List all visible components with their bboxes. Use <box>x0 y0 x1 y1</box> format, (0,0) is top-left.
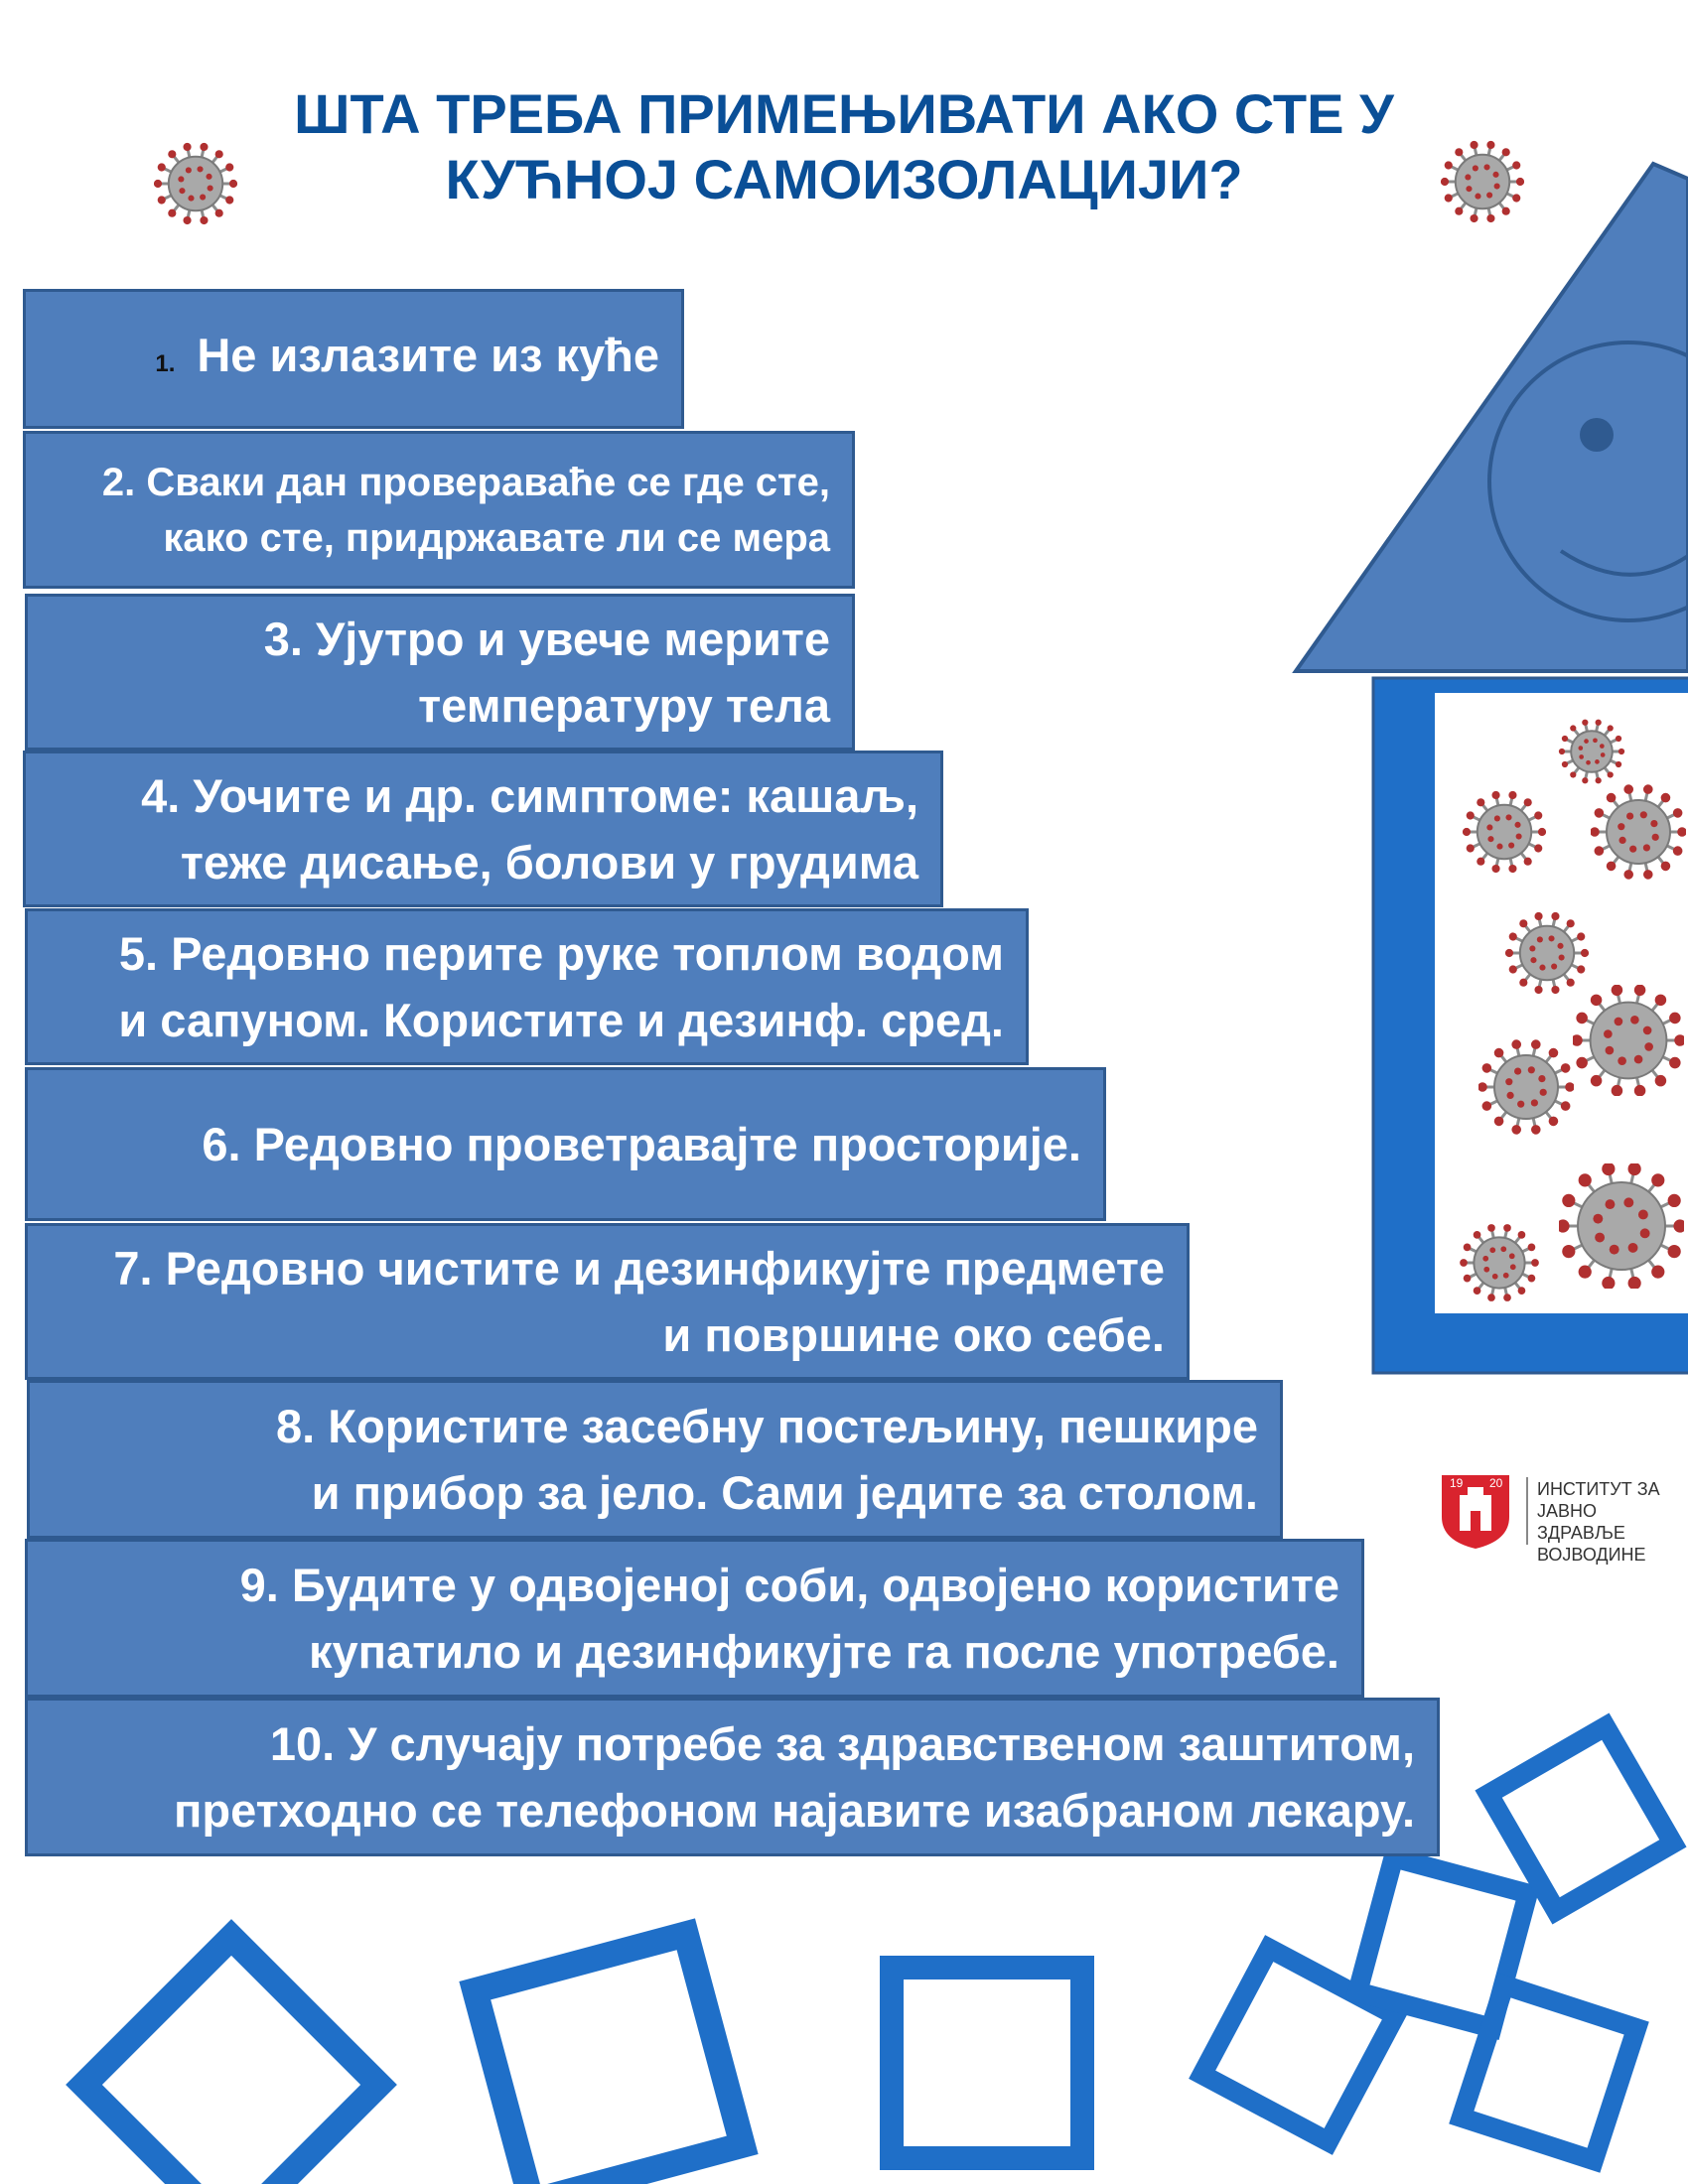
virus-icon <box>1505 911 1589 995</box>
title-line-2: КУЋНОЈ САМОИЗОЛАЦИЈИ? <box>445 148 1243 210</box>
step-5-box <box>25 908 1029 1065</box>
virus-icon <box>1460 1223 1539 1302</box>
institute-name-line-3: ВОЈВОДИНЕ <box>1537 1545 1646 1565</box>
step-3-line-1: 3. Ујутро и увече мерите <box>263 613 830 665</box>
step-1-box <box>23 289 684 429</box>
virus-icon <box>1441 140 1524 223</box>
step-9-box <box>25 1539 1364 1698</box>
step-3-box <box>25 594 855 751</box>
step-7-line-2: и површине око себе. <box>662 1308 1165 1361</box>
house-roof <box>1296 164 1688 671</box>
step-8-line-1: 8. Користите засебну постељину, пешкире <box>276 1400 1258 1452</box>
step-6-box <box>25 1067 1106 1221</box>
title-line-1: ШТА ТРЕБА ПРИМЕЊИВАТИ АКО СТЕ У <box>294 82 1394 145</box>
step-4-line-2: теже дисање, болови у грудима <box>180 836 918 888</box>
step-5-line-1: 5. Редовно перите руке топлом водом <box>118 927 1004 980</box>
virus-icon <box>1591 784 1686 880</box>
step-5-line-2: и сапуном. Користите и дезинф. сред. <box>118 994 1004 1046</box>
step-7-line-1: 7. Редовно чистите и дезинфикујте предмете <box>113 1242 1165 1295</box>
logo-year-left: 19 <box>1450 1476 1464 1490</box>
step-2-line-1: 2. Сваки дан провераваће се где сте, <box>101 460 830 504</box>
step-6-line-1: 6. Редовно проветравајте просторије. <box>202 1118 1081 1170</box>
step-2-line-2: како сте, придржавате ли се мера <box>163 515 830 560</box>
bottom-square-2 <box>475 1934 742 2184</box>
virus-icon <box>154 142 237 225</box>
step-8-box <box>27 1380 1283 1539</box>
virus-icon <box>1573 985 1684 1096</box>
virus-icon <box>1463 790 1546 874</box>
step-10-line-1: 10. У случају потребе за здравственом заштитом, <box>269 1717 1415 1770</box>
step-9-line-2: купатило и дезинфикујте га после употребе. <box>309 1625 1339 1678</box>
institute-name-line-2: ЈАВНО ЗДРАВЉЕ <box>1537 1501 1625 1543</box>
virus-icon <box>1558 718 1625 785</box>
step-7-box <box>25 1223 1190 1380</box>
step-9-line-1: 9. Будите у одвојеној соби, одвојено користите <box>239 1559 1339 1611</box>
logo-year-right: 20 <box>1489 1476 1503 1490</box>
step-4-box <box>23 751 943 907</box>
step-4-line-1: 4. Уочите и др. симптоме: кашаљ, <box>141 769 918 822</box>
virus-icon <box>1478 1039 1574 1135</box>
step-8-line-2: и прибор за јело. Сами једите за столом. <box>311 1466 1258 1519</box>
bottom-square-1 <box>84 1938 379 2184</box>
institute-name <box>1537 1478 1688 1566</box>
step-1-text <box>26 322 659 397</box>
bottom-square-3 <box>892 1968 1082 2158</box>
virus-icon <box>1559 1163 1684 1289</box>
step-1-number: 1. <box>155 349 176 377</box>
institute-name-line-1: ИНСТИТУТ ЗА <box>1537 1479 1660 1499</box>
step-2-box <box>23 431 855 589</box>
step-10-line-2: претходно се телефоном најавите изабраном лекару. <box>174 1784 1415 1837</box>
step-1-line-1: Не излазите из куће <box>197 328 659 381</box>
step-3-line-2: температуру тела <box>418 679 830 732</box>
step-10-box <box>25 1698 1440 1856</box>
bottom-square-6 <box>1462 1985 1636 2160</box>
